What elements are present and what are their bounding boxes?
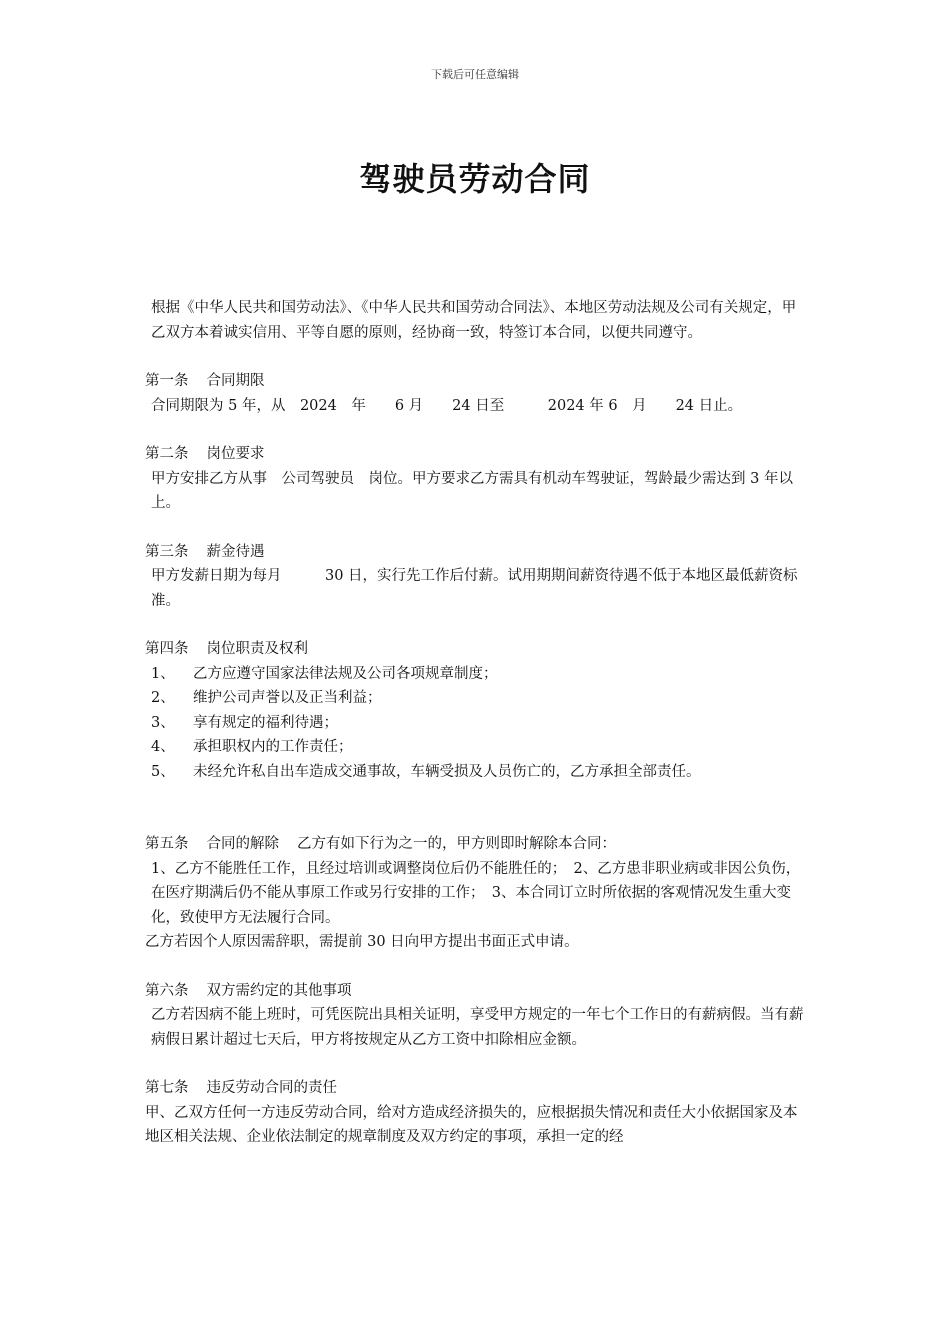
document-title: 驾驶员劳动合同 — [359, 160, 591, 198]
header-note: 下载后可任意编辑 — [431, 68, 519, 81]
list-item: 5、 未经允许私自出车造成交通事故，车辆受损及人员伤亡的，乙方承担全部责任。 — [151, 763, 701, 780]
article-3-heading: 第三条 薪金待遇 — [145, 543, 265, 560]
article-1-heading: 第一条 合同期限 — [145, 373, 265, 389]
preamble: 根据《中华人民共和国劳动法》、《中华人民共和国劳动合同法》、本地区劳动法规及公司有关规定，甲乙双方本着诚实信用、平等自愿的原则，经协商一致，特签订本合同，以便共同遵守。 — [151, 300, 797, 341]
article-5-heading: 第五条 合同的解除 乙方有如下行为之一的，甲方则即时解除本合同： — [145, 836, 616, 852]
article-1-text: 合同期限为 5 年，从 2024 年 6 月 24 日至 2024 年 6 月 24 日止。 — [151, 397, 743, 414]
list-item: 3、 享有规定的福利待遇； — [151, 714, 338, 731]
list-item: 1、 乙方应遵守国家法律法规及公司各项规章制度； — [151, 665, 498, 682]
article-6-heading: 第六条 双方需约定的其他事项 — [145, 982, 352, 999]
contract-body — [145, 296, 810, 1150]
article-6-text: 乙方若因病不能上班时，可凭医院出具相关证明，享受甲方规定的一年七个工作日的有薪病假。当有薪病假日累计超过七天后，甲方将按规定从乙方工资中扣除相应金额。 — [151, 1007, 804, 1048]
article-7-heading: 第七条 违反劳动合同的责任 — [145, 1080, 337, 1096]
article-7-text: 甲、乙双方任何一方违反劳动合同，给对方造成经济损失的，应根据损失情况和责任大小依据国家及本地区相关法规、企业依法制定的规章制度及双方约定的事项，承担一定的经 — [145, 1104, 798, 1145]
article-3-text: 甲方发薪日期为每月 30 日，实行先工作后付薪。试用期期间薪资待遇不低于本地区最低薪资标准。 — [151, 568, 798, 609]
article-4-heading: 第四条 岗位职责及权利 — [145, 641, 308, 657]
article-5-resign: 乙方若因个人原因需辞职，需提前 30 日向甲方提出书面正式申请。 — [145, 934, 579, 950]
article-5-text: 1、乙方不能胜任工作，且经过培训或调整岗位后仍不能胜任的； 2、乙方患非职业病或非因公负伤，在医疗期满后仍不能从事原工作或另行安排的工作； 3、本合同订立时所依据的客观情况发生重大变化，致使甲方无法履行合同。 — [151, 860, 801, 926]
article-2-heading: 第二条 岗位要求 — [145, 446, 265, 462]
list-item: 2、 维护公司声誉以及正当利益； — [151, 690, 382, 706]
list-item: 4、 承担职权内的工作责任； — [151, 739, 353, 755]
article-2-text: 甲方安排乙方从事 公司驾驶员 岗位。甲方要求乙方需具有机动车驾驶证，驾龄最少需达到 3 年以上。 — [151, 470, 793, 511]
